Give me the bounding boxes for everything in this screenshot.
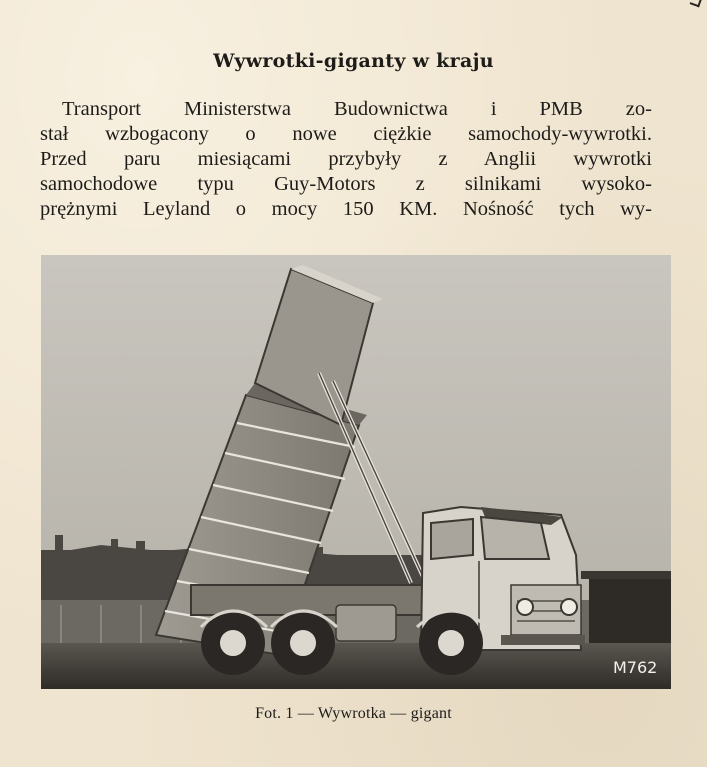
photo-caption: Fot. 1 — Wywrotka — gigant (255, 705, 452, 722)
article-body (40, 97, 652, 222)
article-headline: Wywrotki-giganty w kraju (213, 50, 494, 72)
body-line: stał wzbogacony o nowe ciężkie samochody-wywrotki. (40, 123, 652, 145)
body-line: samochodowe typu Guy-Motors z silnikami wysoko- (40, 173, 652, 195)
body-line: prężnymi Leyland o mocy 150 KM. Nośność tych wy- (40, 198, 652, 220)
dump-truck-photo (41, 255, 671, 689)
body-line: Transport Ministerstwa Budownictwa i PMB zo- (62, 98, 652, 120)
photo-stamp: M762 (613, 658, 658, 677)
body-line: Przed paru miesiącami przybyły z Anglii wywrotki (40, 148, 652, 170)
page-corner-mark (690, 0, 703, 7)
